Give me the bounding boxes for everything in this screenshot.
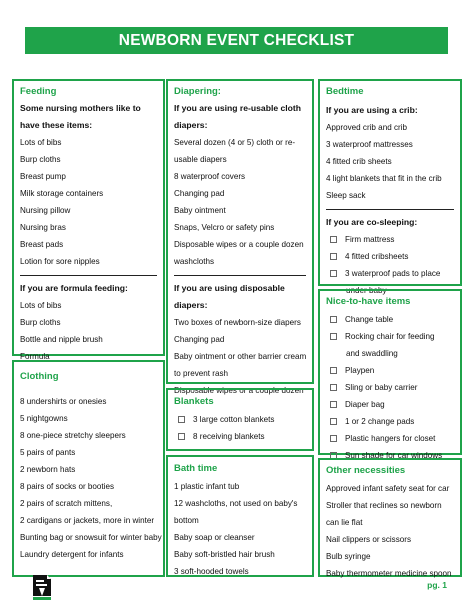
list-item: 8 undershirts or onesies bbox=[20, 397, 107, 406]
page-title: NEWBORN EVENT CHECKLIST bbox=[25, 27, 448, 54]
list-item-label: 1 or 2 change pads bbox=[345, 417, 415, 426]
list-item: Changing pad bbox=[174, 189, 225, 198]
list-item: 2 pairs of scratch mittens, bbox=[20, 499, 113, 508]
clothing-heading: Clothing bbox=[20, 371, 59, 382]
list-item: Disposable wipes or a couple dozen bbox=[174, 386, 304, 395]
list-item-label: Playpen bbox=[345, 366, 375, 375]
list-item: Baby ointment bbox=[174, 206, 226, 215]
feeding-intro: Some nursing mothers like to bbox=[20, 103, 141, 113]
list-item: washcloths bbox=[174, 257, 215, 266]
list-item: Bulb syringe bbox=[326, 552, 371, 561]
list-item: Breast pump bbox=[20, 172, 66, 181]
bath-time-section bbox=[166, 455, 314, 577]
checkbox-icon[interactable] bbox=[330, 367, 337, 374]
feeding-heading: Feeding bbox=[20, 86, 57, 97]
list-item: 8 pairs of socks or booties bbox=[20, 482, 115, 491]
list-item: Lots of bibs bbox=[20, 301, 62, 310]
list-item bbox=[174, 411, 306, 428]
list-item bbox=[326, 311, 454, 328]
list-item-label: 3 large cotton blankets bbox=[193, 415, 275, 424]
reusable-heading-cont: diapers: bbox=[174, 120, 208, 130]
list-item: 3 waterproof mattresses bbox=[326, 140, 413, 149]
checkbox-icon[interactable] bbox=[330, 316, 337, 323]
feeding-intro-cont: have these items: bbox=[20, 120, 93, 130]
checkbox-icon[interactable] bbox=[330, 401, 337, 408]
list-item: 1 plastic infant tub bbox=[174, 482, 240, 491]
list-item: 4 fitted crib sheets bbox=[326, 157, 392, 166]
list-item-label: 3 waterproof pads to place bbox=[345, 269, 441, 278]
list-item-cont: and swaddling bbox=[346, 349, 398, 358]
list-item bbox=[326, 396, 454, 413]
disposable-heading-cont: diapers: bbox=[174, 300, 208, 310]
list-item: Changing pad bbox=[174, 335, 225, 344]
list-item-label: Rocking chair for feeding bbox=[345, 332, 435, 341]
list-item: Approved crib and crib bbox=[326, 123, 407, 132]
list-item bbox=[326, 231, 454, 248]
list-item: 2 newborn hats bbox=[20, 465, 76, 474]
divider bbox=[326, 209, 454, 210]
nice-to-have-heading: Nice-to-have items bbox=[326, 296, 411, 307]
page-number: pg. 1 bbox=[427, 580, 447, 590]
checkbox-icon[interactable] bbox=[330, 253, 337, 260]
list-item: can lie flat bbox=[326, 518, 363, 527]
bedtime-section bbox=[318, 79, 462, 295]
checkbox-icon[interactable] bbox=[330, 435, 337, 442]
checkbox-icon[interactable] bbox=[178, 416, 185, 423]
list-item: 3 soft-hooded towels bbox=[174, 567, 249, 576]
list-item: 5 nightgowns bbox=[20, 414, 68, 423]
other-heading: Other necessities bbox=[326, 465, 406, 476]
list-item: Nail clippers or scissors bbox=[326, 535, 412, 544]
list-item-label: Plastic hangers for closet bbox=[345, 434, 436, 443]
list-item: Sleep sack bbox=[326, 191, 366, 200]
list-item: Breast pads bbox=[20, 240, 64, 249]
list-item: Disposable wipes or a couple dozen bbox=[174, 240, 304, 249]
list-item bbox=[326, 413, 454, 430]
list-item: Stroller that reclines so newborn bbox=[326, 501, 442, 510]
list-item: Burp cloths bbox=[20, 318, 61, 327]
formula-heading: If you are formula feeding: bbox=[20, 283, 128, 293]
list-item-label: Sling or baby carrier bbox=[345, 383, 418, 392]
list-item: Baby ointment or other barrier cream bbox=[174, 352, 307, 361]
other-necessities-section bbox=[318, 458, 462, 577]
list-item: 5 pairs of pants bbox=[20, 448, 76, 457]
list-item-cont: under baby bbox=[346, 286, 387, 295]
clothing-section bbox=[12, 360, 165, 577]
list-item-label: 8 receiving blankets bbox=[193, 432, 265, 441]
list-item: Nursing pillow bbox=[20, 206, 71, 215]
list-item: usable diapers bbox=[174, 155, 227, 164]
list-item bbox=[326, 248, 454, 265]
disposable-heading: If you are using disposable bbox=[174, 283, 285, 293]
list-item: Nursing bras bbox=[20, 223, 66, 232]
list-item: Milk storage containers bbox=[20, 189, 104, 198]
checkbox-icon[interactable] bbox=[330, 418, 337, 425]
crib-heading: If you are using a crib: bbox=[326, 105, 418, 115]
list-item: Approved infant safety seat for car bbox=[326, 484, 450, 493]
list-item-label: Diaper bag bbox=[345, 400, 385, 409]
list-item bbox=[326, 265, 454, 282]
list-item: Baby soap or cleanser bbox=[174, 533, 255, 542]
diapering-heading: Diapering: bbox=[174, 86, 221, 97]
list-item: Bottle and nipple brush bbox=[20, 335, 103, 344]
list-item: Two boxes of newborn-size diapers bbox=[174, 318, 301, 327]
list-item: Baby thermometer medicine spoon bbox=[326, 569, 452, 578]
cosleep-heading: If you are co-sleeping: bbox=[326, 217, 418, 227]
divider bbox=[174, 275, 306, 276]
list-item bbox=[174, 428, 306, 445]
bath-time-heading: Bath time bbox=[174, 463, 218, 474]
list-item: 8 one-piece stretchy sleepers bbox=[20, 431, 126, 440]
list-item: Laundry detergent for infants bbox=[20, 550, 124, 559]
nice-to-have-section bbox=[318, 289, 462, 460]
blankets-section bbox=[166, 388, 314, 451]
list-item: Several dozen (4 or 5) cloth or re- bbox=[174, 138, 296, 147]
list-item: Formula bbox=[20, 352, 50, 361]
list-item: 12 washcloths, not used on baby's bbox=[174, 499, 298, 508]
list-item-label: Firm mattress bbox=[345, 235, 395, 244]
list-item: Bunting bag or snowsuit for winter baby bbox=[20, 533, 162, 542]
list-item-label: Sun shade for car windows bbox=[345, 451, 443, 460]
feeding-section bbox=[12, 79, 165, 361]
list-item: Snaps, Velcro or safety pins bbox=[174, 223, 275, 232]
list-item bbox=[326, 362, 454, 379]
list-item bbox=[326, 328, 454, 345]
list-item: 2 cardigans or jackets, more in winter bbox=[20, 516, 155, 525]
list-item: Lotion for sore nipples bbox=[20, 257, 100, 266]
checkbox-icon[interactable] bbox=[178, 433, 185, 440]
divider bbox=[20, 275, 157, 276]
blankets-heading: Blankets bbox=[174, 396, 214, 407]
checkbox-icon[interactable] bbox=[330, 333, 337, 340]
diapering-section bbox=[166, 79, 314, 395]
list-item: Burp cloths bbox=[20, 155, 61, 164]
list-item bbox=[326, 379, 454, 396]
list-item bbox=[326, 430, 454, 447]
list-item: Lots of bibs bbox=[20, 138, 62, 147]
list-item: to prevent rash bbox=[174, 369, 228, 378]
list-item-label: 4 fitted cribsheets bbox=[345, 252, 409, 261]
list-item: bottom bbox=[174, 516, 199, 525]
list-item: 4 light blankets that fit in the crib bbox=[326, 174, 442, 183]
reusable-heading: If you are using re-usable cloth bbox=[174, 103, 302, 113]
list-item-label: Change table bbox=[345, 315, 394, 324]
checkbox-icon[interactable] bbox=[330, 236, 337, 243]
checkbox-icon[interactable] bbox=[330, 270, 337, 277]
checkbox-icon[interactable] bbox=[330, 384, 337, 391]
document-logo-icon bbox=[30, 574, 54, 601]
list-item: 8 waterproof covers bbox=[174, 172, 246, 181]
list-item: Baby soft-bristled hair brush bbox=[174, 550, 275, 559]
bedtime-heading: Bedtime bbox=[326, 86, 364, 97]
